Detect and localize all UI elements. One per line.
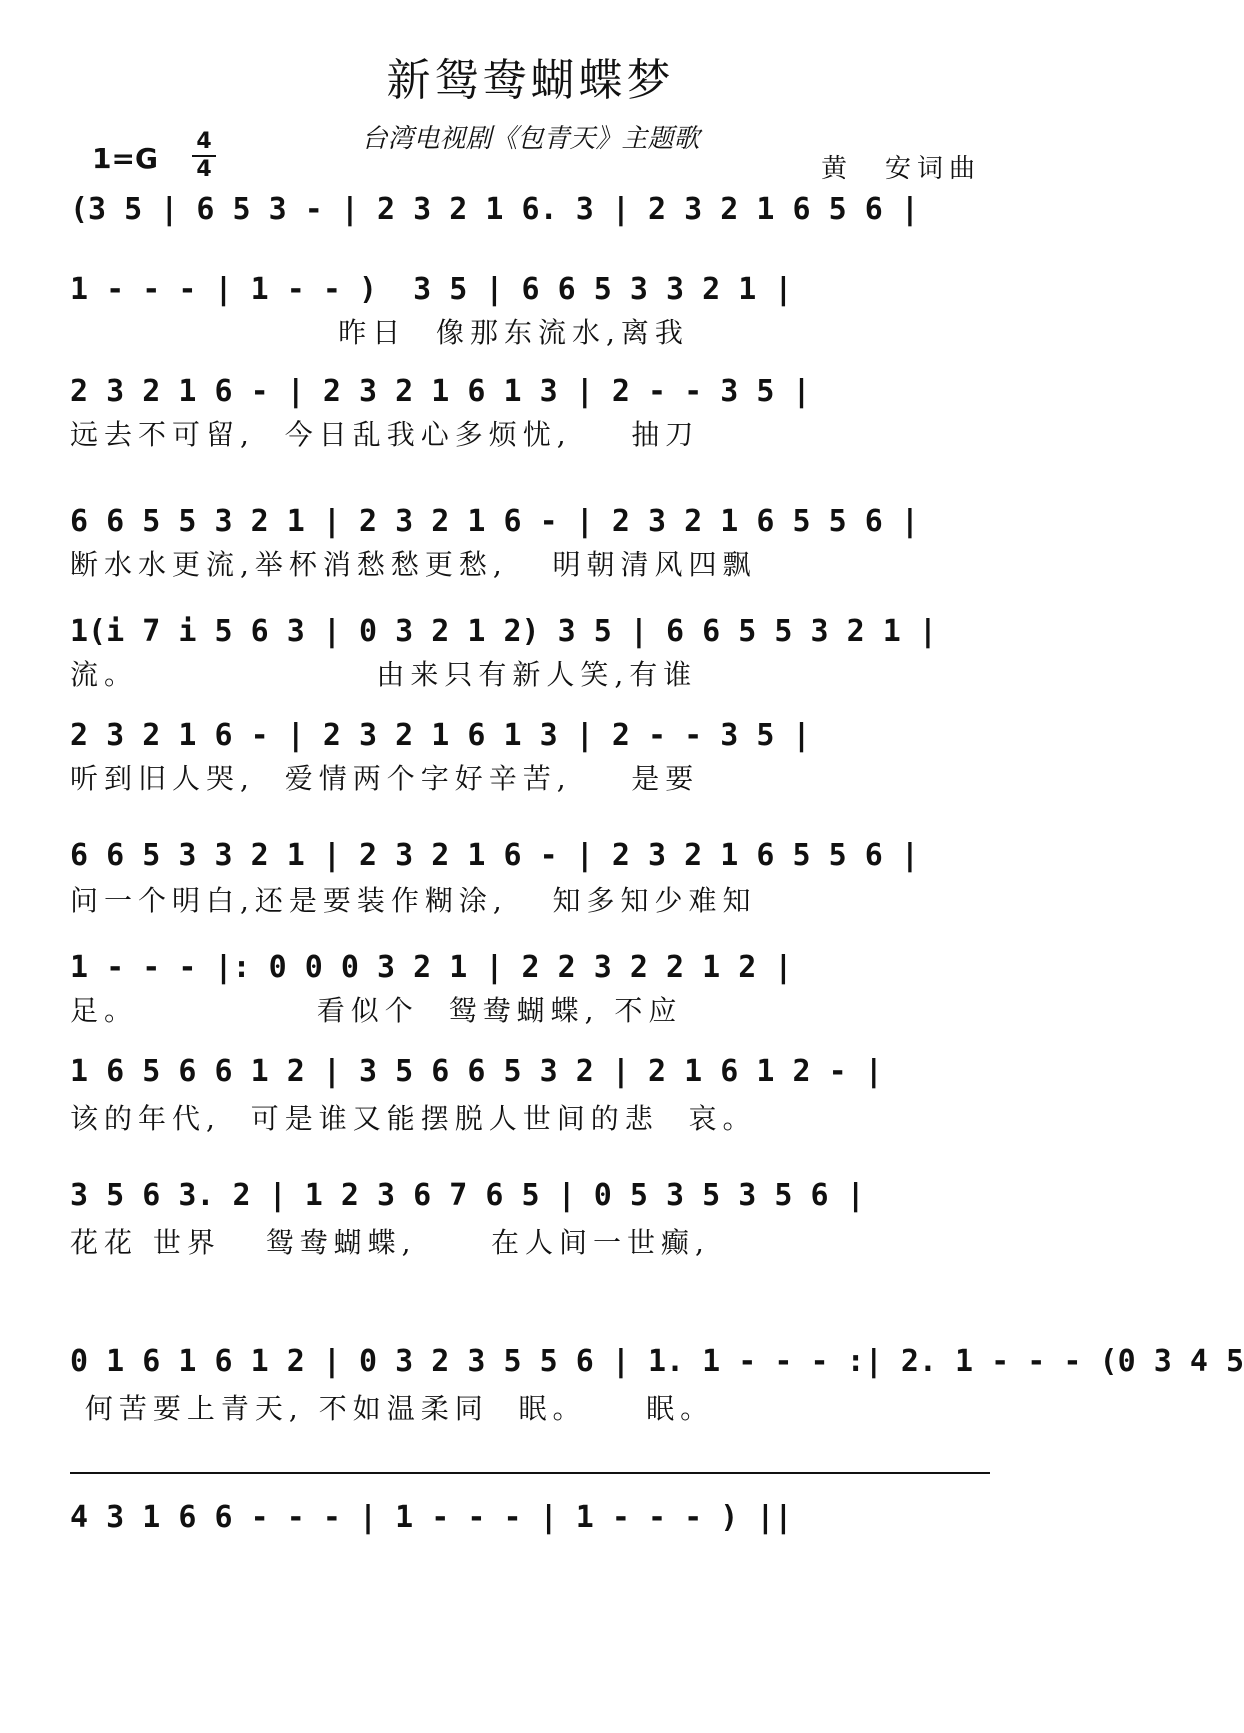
score-system-11 <box>70 1342 1244 1452</box>
score-system-1 <box>70 190 990 250</box>
lyric-line: 该的年代, 可是谁又能摆脱人世间的悲 哀。 <box>70 1102 757 1135</box>
score-system-3 <box>70 372 990 482</box>
score-system-7 <box>70 836 990 946</box>
notation-line: 2 3 2 1 6 - | 2 3 2 1 6 1 3 | 2 - - 3 5 | <box>70 374 811 409</box>
notation-line: 3 5 6 3. 2 | 1 2 3 6 7 6 5 | 0 5 3 5 3 5 6 | <box>70 1178 865 1213</box>
time-denominator: 4 <box>196 157 212 182</box>
lyric-line: 足。 看似个 鸳鸯蝴蝶, 不应 <box>70 994 683 1027</box>
notation-line: 2 3 2 1 6 - | 2 3 2 1 6 1 3 | 2 - - 3 5 | <box>70 718 811 753</box>
notation-line: 6 6 5 3 3 2 1 | 2 3 2 1 6 - | 2 3 2 1 6 5 5 6 | <box>70 838 919 873</box>
lyric-line: 花花 世界 鸳鸯蝴蝶, 在人间一世癫, <box>70 1226 710 1259</box>
lyric-line: 昨日 像那东流水,离我 <box>70 316 689 349</box>
score-system-12 <box>70 1498 990 1558</box>
notation-line: 4 3 1 6 6 - - - | 1 - - - | 1 - - - ) || <box>70 1500 793 1535</box>
lyric-line: 断水水更流,举杯消愁愁更愁, 明朝清风四飘 <box>70 548 757 581</box>
notation-line: 1 - - - |: 0 0 0 3 2 1 | 2 2 3 2 2 1 2 | <box>70 950 793 985</box>
score-system-5 <box>70 612 990 722</box>
score-system-4 <box>70 502 990 612</box>
lyric-line: 问一个明白,还是要装作糊涂, 知多知少难知 <box>70 884 757 917</box>
author-credit: 黄 安词曲 <box>820 154 981 184</box>
notation-line: (3 5 | 6 5 3 - | 2 3 2 1 6. 3 | 2 3 2 1 6 5 6 | <box>70 192 919 227</box>
song-subtitle: 台湾电视剧《包青天》主题歌 <box>361 124 700 154</box>
notation-line: 1 - - - | 1 - - ) 3 5 | 6 6 5 3 3 2 1 | <box>70 272 793 307</box>
score-system-8 <box>70 948 990 1058</box>
lyric-line: 何苦要上青天, 不如温柔同 眠。 眠。 <box>70 1392 715 1425</box>
lyric-line: 流。 由来只有新人笑,有谁 <box>70 658 698 691</box>
lyric-line: 听到旧人哭, 爱情两个字好辛苦, 是要 <box>70 762 700 795</box>
notation-line: 1(i 7 i 5 6 3 | 0 3 2 1 2) 3 5 | 6 6 5 5 3 2 1 | <box>70 614 937 649</box>
score-system-6 <box>70 716 990 826</box>
key-signature: 1=G <box>92 142 158 175</box>
notation-line: 6 6 5 5 3 2 1 | 2 3 2 1 6 - | 2 3 2 1 6 5 5 6 | <box>70 504 919 539</box>
section-rule <box>70 1472 990 1474</box>
song-title: 新鸳鸯蝴蝶梦 <box>386 55 675 106</box>
notation-line: 0 1 6 1 6 1 2 | 0 3 2 3 5 5 6 | 1. 1 - - - :| 2. 1 - - - (0 3 4 5 <box>70 1344 1244 1379</box>
score-system-10 <box>70 1176 990 1286</box>
time-numerator: 4 <box>196 129 212 154</box>
score-system-2 <box>70 270 990 380</box>
time-signature <box>192 130 216 182</box>
lyric-line: 远去不可留, 今日乱我心多烦忧, 抽刀 <box>70 418 700 451</box>
notation-line: 1 6 5 6 6 1 2 | 3 5 6 6 5 3 2 | 2 1 6 1 2 - | <box>70 1054 883 1089</box>
score-system-9 <box>70 1052 990 1162</box>
